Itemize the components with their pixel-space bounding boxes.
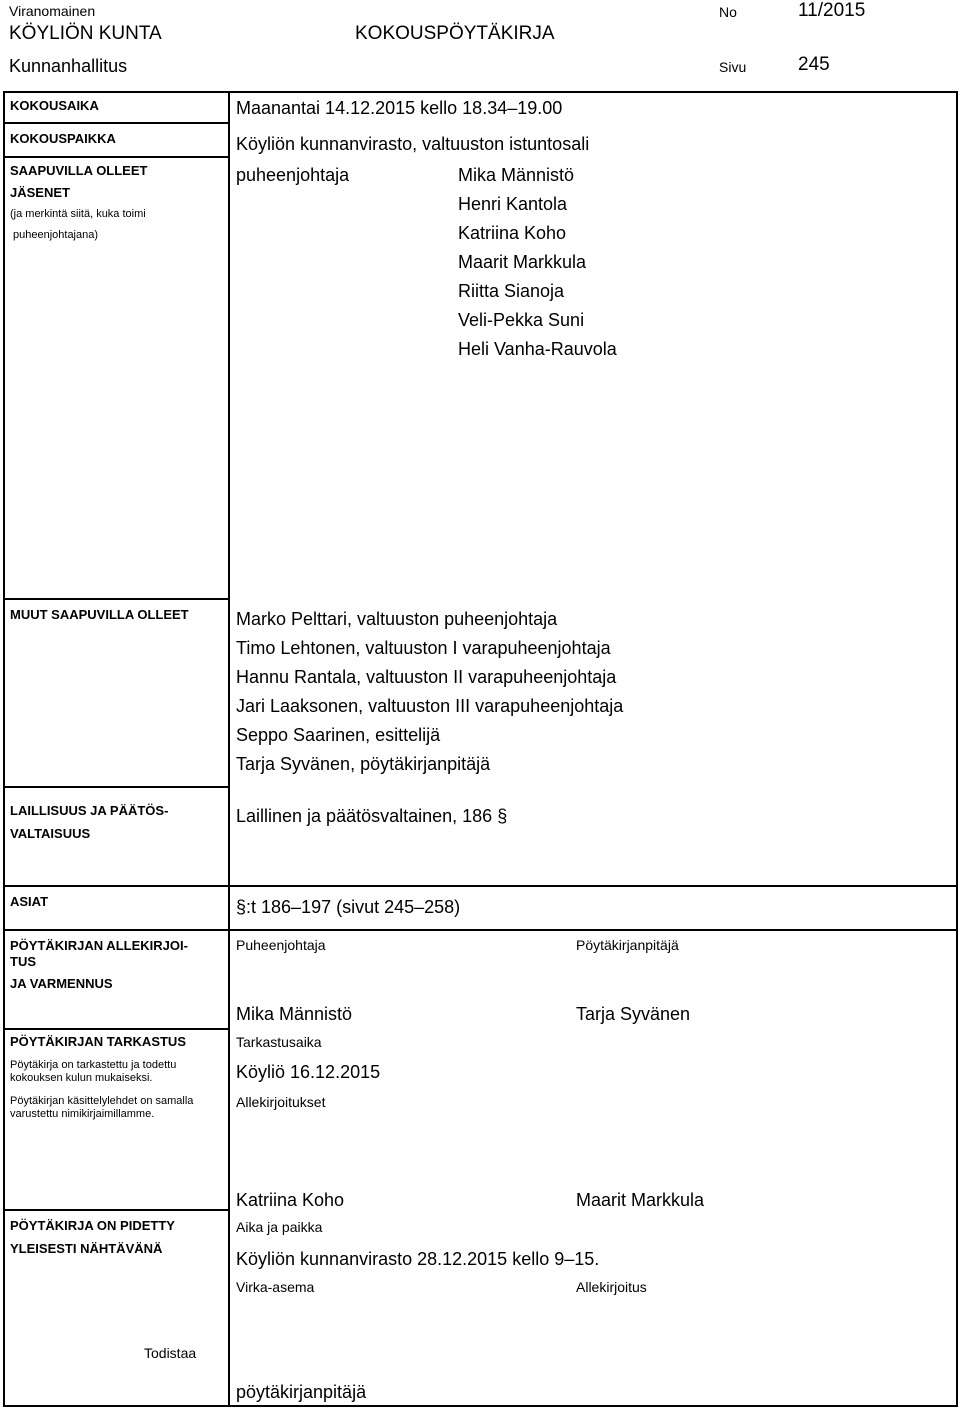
public-position-value: pöytäkirjanpitäjä (236, 1382, 367, 1402)
other-attendee: Timo Lehtonen, valtuuston I varapuheenjohtaja (236, 638, 611, 658)
number-label: No (719, 4, 737, 20)
reviewer-name: Katriina Koho (236, 1190, 345, 1210)
items-value: §:t 186–197 (sivut 245–258) (236, 897, 461, 917)
separator (3, 1028, 229, 1030)
review-note: Pöytäkirja on tarkastettu ja todettu kokouksen kulun mukaiseksi. (10, 1059, 177, 1085)
body-name: Kunnanhallitus (9, 56, 128, 76)
public-place-title: Aika ja paikka (236, 1219, 323, 1235)
other-attendee: Marko Pelttari, valtuuston puheenjohtaja (236, 609, 558, 629)
member-name: Mika Männistö (458, 165, 575, 185)
review-time-value: Köyliö 16.12.2015 (236, 1062, 381, 1082)
member-name: Maarit Markkula (458, 252, 587, 272)
public-position-title: Virka-asema (236, 1279, 315, 1295)
signature-label: PÖYTÄKIRJAN ALLEKIRJOI- (10, 938, 188, 953)
public-signature-title: Allekirjoitus (576, 1279, 647, 1295)
number-value: 11/2015 (798, 0, 866, 21)
separator (3, 122, 229, 124)
meeting-time-value: Maanantai 14.12.2015 kello 18.34–19.00 (236, 98, 563, 118)
public-place-value: Köyliön kunnanvirasto 28.12.2015 kello 9–15. (236, 1249, 600, 1269)
separator (3, 1209, 229, 1211)
separator (3, 598, 229, 600)
separator (3, 156, 229, 158)
review-signatures-title: Allekirjoitukset (236, 1094, 326, 1110)
chair-name: Mika Männistö (236, 1004, 353, 1024)
page-value: 245 (798, 54, 830, 75)
meeting-time-label: KOKOUSAIKA (10, 98, 99, 113)
public-label: YLEISESTI NÄHTÄVÄNÄ (10, 1241, 163, 1256)
member-name: Veli-Pekka Suni (458, 310, 585, 330)
member-name: Heli Vanha-Rauvola (458, 339, 617, 359)
document-type: KOKOUSPÖYTÄKIRJA (355, 23, 555, 44)
municipality-name: KÖYLIÖN KUNTA (9, 23, 162, 44)
signature-label: TUS (10, 954, 36, 969)
members-label: SAAPUVILLA OLLEET (10, 163, 148, 178)
members-label: JÄSENET (10, 185, 70, 200)
members-note: puheenjohtajana) (13, 229, 99, 241)
chair-title: Puheenjohtaja (236, 937, 326, 953)
legality-value: Laillinen ja päätösvaltainen, 186 § (236, 806, 508, 826)
others-label: MUUT SAAPUVILLA OLLEET (10, 607, 189, 622)
member-name: Katriina Koho (458, 223, 567, 243)
other-attendee: Tarja Syvänen, pöytäkirjanpitäjä (236, 754, 491, 774)
public-label: PÖYTÄKIRJA ON PIDETTY (10, 1218, 175, 1233)
member-name: Henri Kantola (458, 194, 568, 214)
review-note: Pöytäkirjan käsittelylehdet on samalla varustettu nimikirjaimillamme. (10, 1095, 194, 1121)
separator (3, 786, 229, 788)
other-attendee: Seppo Saarinen, esittelijä (236, 725, 441, 745)
secretary-title: Pöytäkirjanpitäjä (576, 937, 679, 953)
items-label: ASIAT (10, 894, 49, 909)
meeting-place-value: Köyliön kunnanvirasto, valtuuston istuntosali (236, 134, 590, 154)
legality-label: LAILLISUUS JA PÄÄTÖS- (10, 803, 169, 818)
member-name: Riitta Sianoja (458, 281, 565, 301)
members-note: (ja merkintä siitä, kuka toimi (10, 208, 146, 220)
page-label: Sivu (719, 59, 747, 75)
review-time-title: Tarkastusaika (236, 1034, 322, 1050)
other-attendee: Jari Laaksonen, valtuuston III varapuheenjohtaja (236, 696, 624, 716)
other-attendee: Hannu Rantala, valtuuston II varapuheenjohtaja (236, 667, 617, 687)
separator (3, 929, 958, 931)
legality-label: VALTAISUUS (10, 826, 91, 841)
chair-role: puheenjohtaja (236, 165, 350, 185)
signature-label: JA VARMENNUS (10, 976, 113, 991)
review-label: PÖYTÄKIRJAN TARKASTUS (10, 1034, 186, 1049)
reviewer-name: Maarit Markkula (576, 1190, 705, 1210)
authority-label: Viranomainen (9, 3, 96, 19)
secretary-name: Tarja Syvänen (576, 1004, 691, 1024)
certify-label: Todistaa (144, 1345, 197, 1361)
separator (3, 885, 958, 887)
meeting-place-label: KOKOUSPAIKKA (10, 131, 116, 146)
